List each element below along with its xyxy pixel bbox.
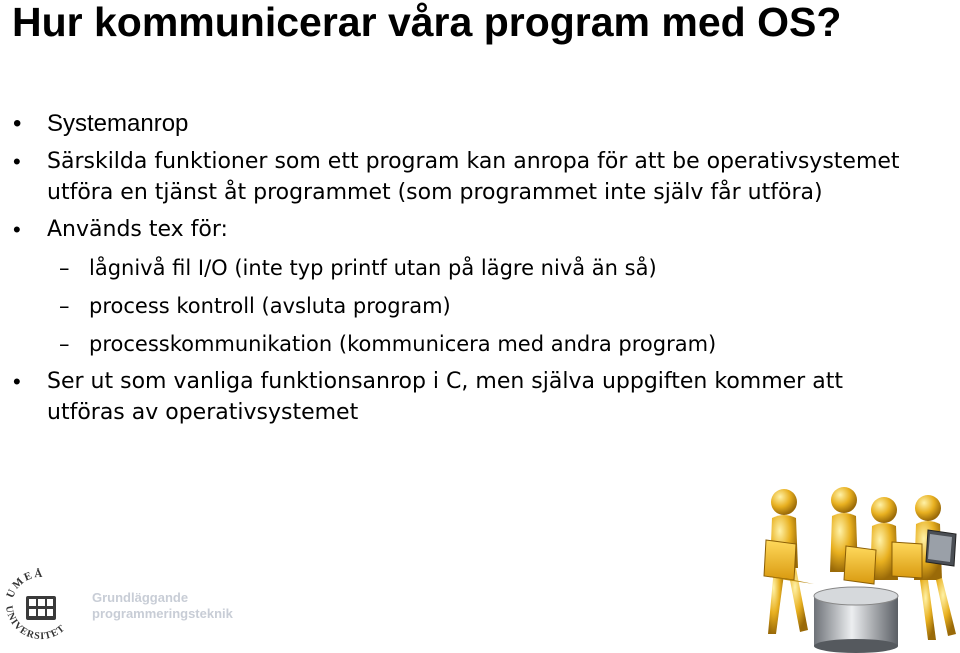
footer-line-2: programmeringsteknik: [92, 606, 233, 621]
slide-title: Hur kommunicerar våra program med OS?: [12, 0, 842, 45]
university-seal-icon: [0, 560, 82, 646]
footer-line-1: Grundläggande: [92, 590, 189, 605]
bullet-function-calls-text: Ser ut som vanliga funktionsanrop i C, men själva uppgiften kommer att utföras av operativsystemet: [47, 369, 843, 425]
svg-text:UMEÅ: UMEÅ: [4, 567, 45, 600]
bullet-list: [0, 108, 960, 434]
svg-text:UNIVERSITET: UNIVERSITET: [2, 604, 68, 643]
bullet-systemanrop: • Systemanrop: [47, 108, 960, 140]
bullet-definition-text: Särskilda funktioner som ett program kan anropa för att be operativsystemet utföra en tjänst åt programmet (som programmet inte själv får utföra): [47, 149, 900, 205]
bullet-function-calls: [47, 366, 867, 428]
subbullet-process-control: – process kontroll (avsluta program): [89, 290, 960, 322]
bullet-used-for: • Används tex för:: [47, 214, 960, 246]
subbullet-file-io: – lågnivå fil I/O (inte typ printf utan på lägre nivå än så): [89, 252, 960, 284]
subbullet-ipc: – processkommunikation (kommunicera med andra program): [89, 328, 960, 360]
bullet-definition: [47, 146, 927, 208]
people-with-laptops-icon: [752, 484, 960, 653]
course-footer: [92, 590, 233, 622]
